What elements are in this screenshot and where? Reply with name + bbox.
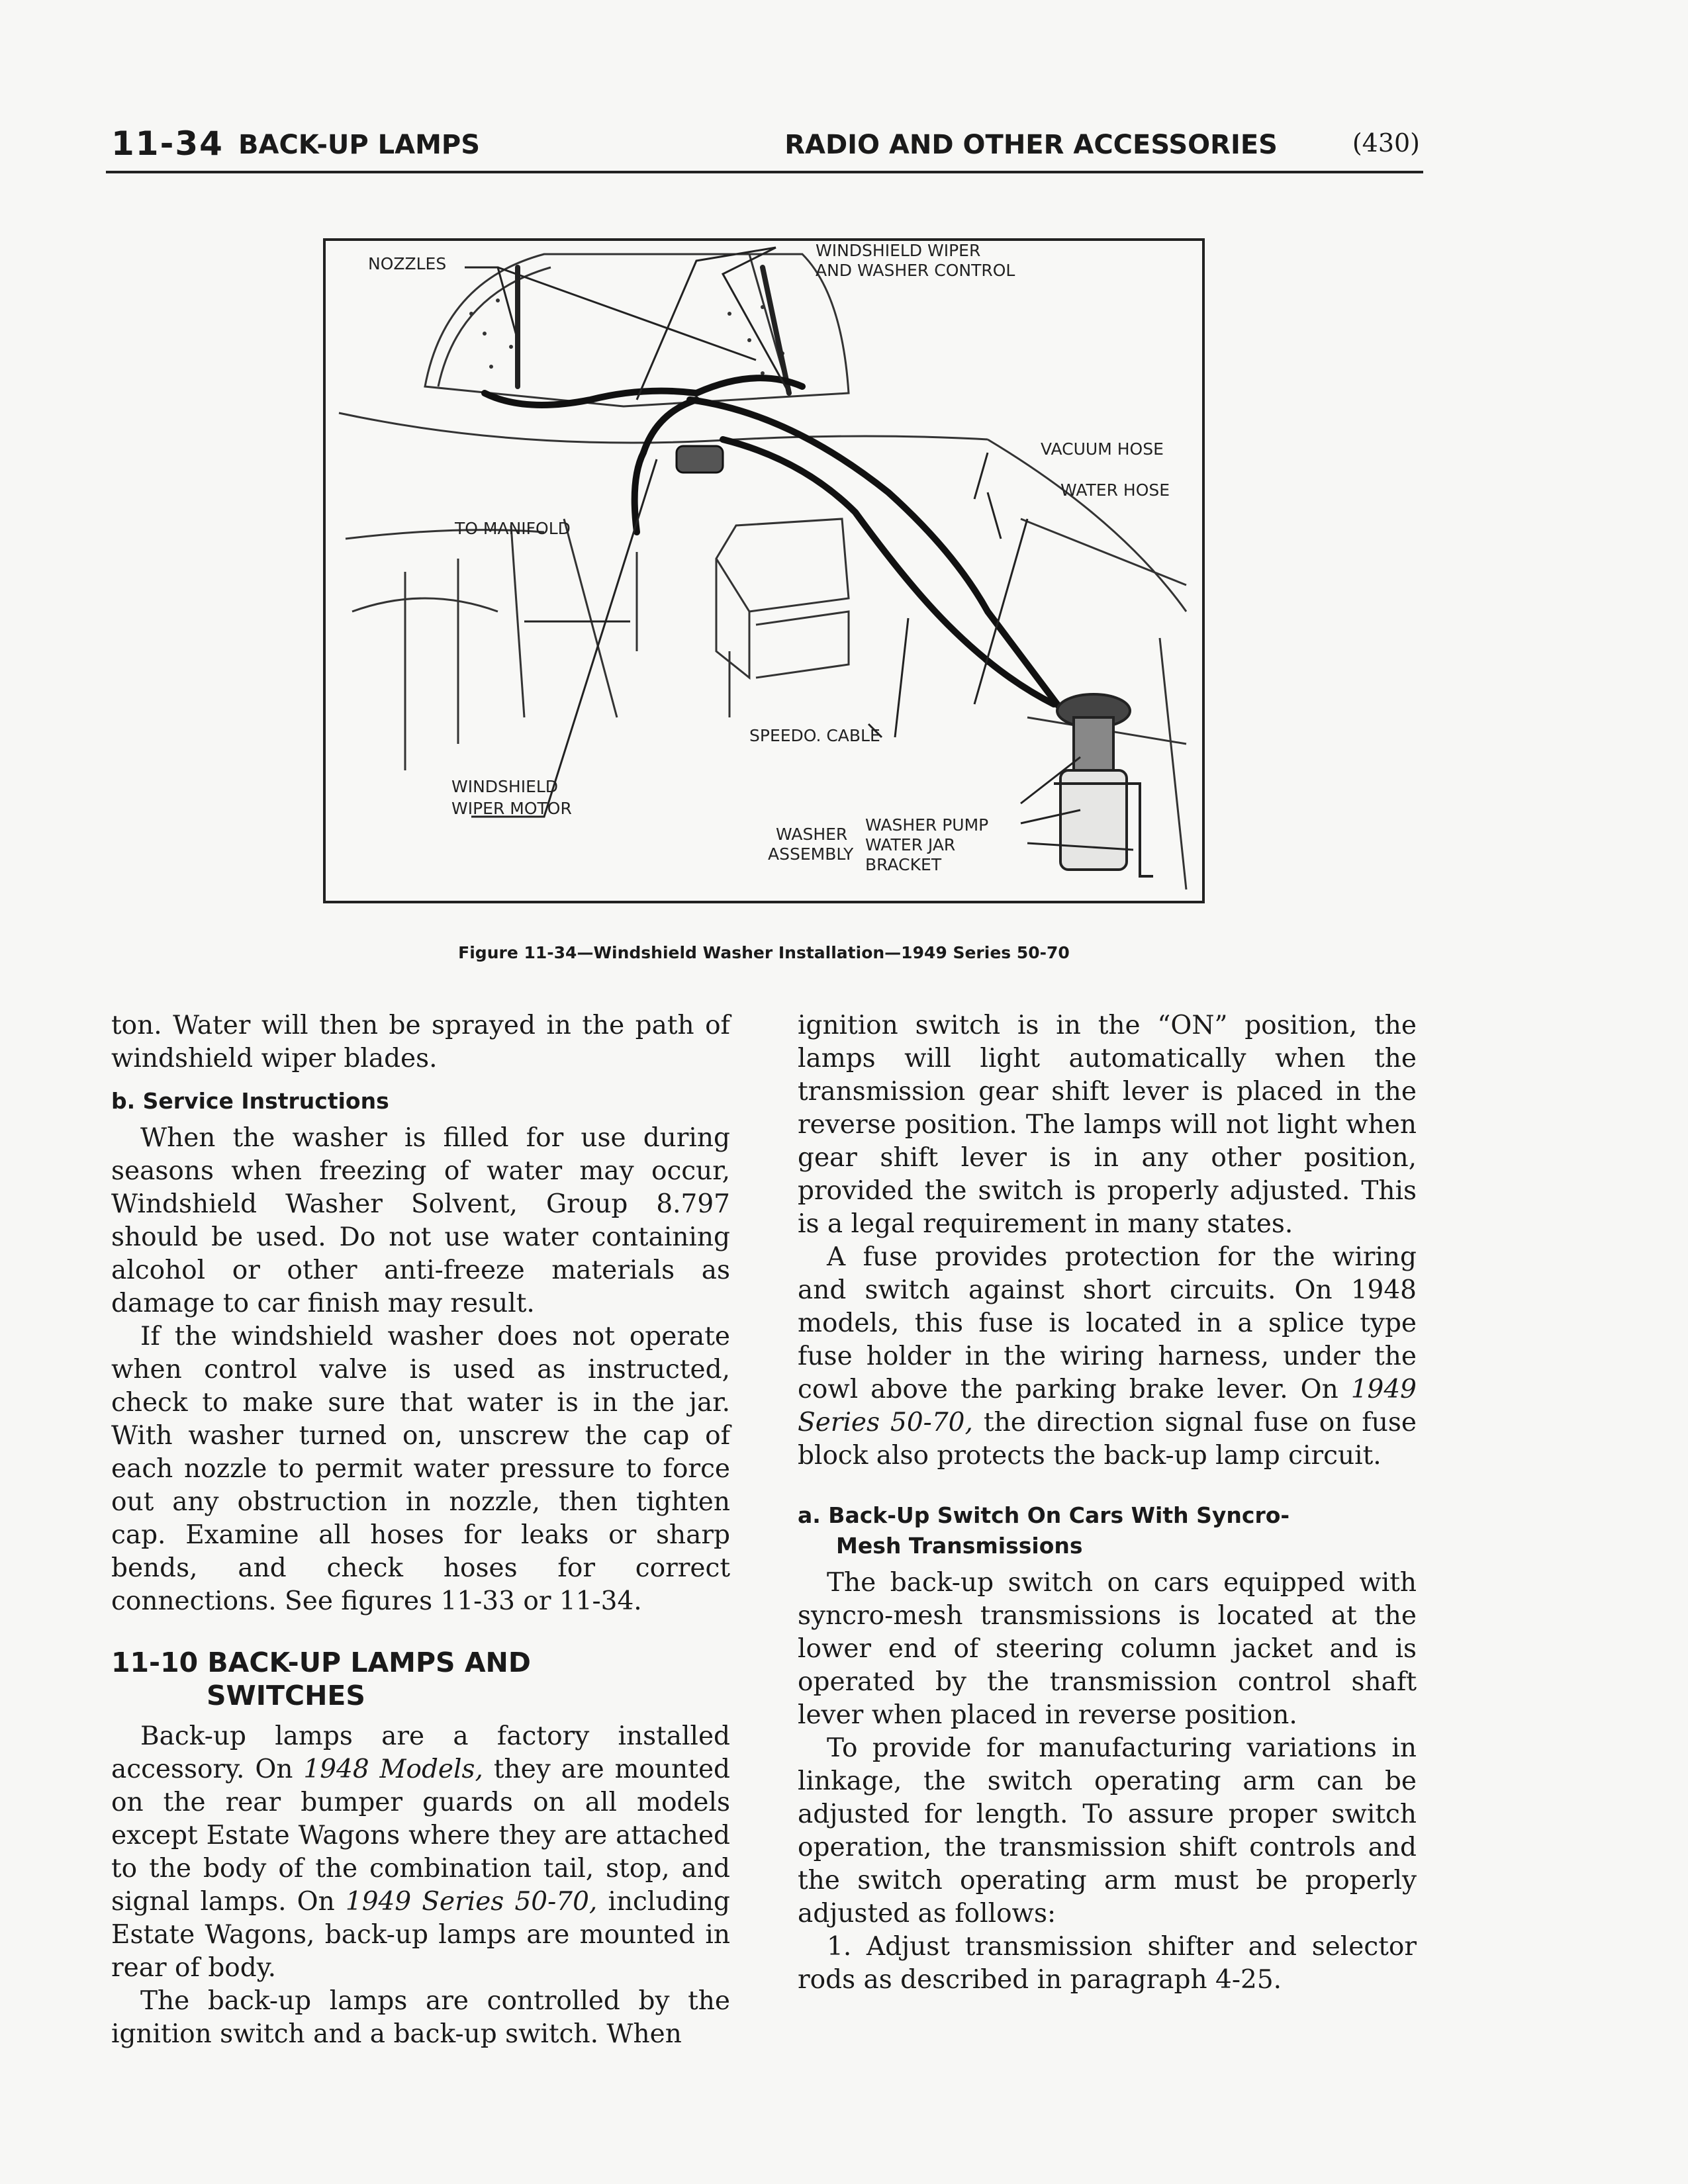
paragraph [111, 1720, 730, 1985]
paragraph: ton. Water will then be sprayed in the path of windshield wiper blades. [111, 1011, 730, 1073]
italic-run: 1949 Series 50-70, [798, 1375, 1417, 1437]
figure-caption: Figure 11-34—Windshield Washer Installation—1949 Series 50-70 [458, 943, 1070, 962]
heading-11-10 [111, 1646, 730, 1712]
text-run: they are mounted on the rear bumper guards on all models except Estate Wagons where they are attached to the body of the combination tail, stop, and signal lamps. On [111, 1754, 730, 1917]
paragraph: The back-up lamps are controlled by the ignition switch and a back-up switch. When [111, 1986, 730, 2049]
label-bracket: BRACKET [865, 855, 942, 874]
left-column [111, 1009, 730, 2051]
italic-run: 1948 Models, [303, 1754, 483, 1784]
label-water-jar: WATER JAR [865, 835, 956, 854]
paragraph: When the washer is filled for use during seasons when freezing of water may occur, Windshield Washer Solvent, Group 8.797 should be used. Do not use water containing alcohol or other anti-freeze materials as damage to car finish may result. [111, 1123, 730, 1318]
paragraph: If the windshield washer does not operate when control valve is used as instructed, check to make sure that water is in the jar. With washer turned on, unscrew the cap of each nozzle to permit water pressure to force out any obstruction in nozzle, then tighten cap. Examine all hoses for leaks or sharp bends, and check hoses for correct connections. See figures 11-33 or 11-34. [111, 1322, 730, 1616]
chapter-title: RADIO AND OTHER ACCESSORIES [784, 130, 1278, 160]
paragraph: The back-up switch on cars equipped with syncro-mesh transmissions is located at the lower end of steering column jacket and is operated by the transmission control shaft lever when placed in reverse position. [798, 1568, 1417, 1730]
section-title: BACK-UP LAMPS [238, 130, 481, 160]
spacer [798, 1473, 1417, 1490]
page-index: (430) [1352, 128, 1420, 158]
label-to-manifold: TO MANIFOLD [455, 519, 571, 538]
text-run: the direction signal fuse on fuse block also protects the back-up lamp circuit. [798, 1408, 1417, 1471]
heading-line: SWITCHES [207, 1680, 365, 1711]
label-wiper-motor-1: WINDSHIELD [451, 777, 559, 796]
label-washer-assembly-1: WASHER [776, 825, 848, 844]
heading-line: Mesh Transmissions [836, 1533, 1083, 1559]
page-header [106, 124, 1423, 171]
heading-line: 11-10 BACK-UP LAMPS AND [111, 1647, 531, 1678]
heading-back-up-switch [798, 1500, 1417, 1561]
label-wiper-motor-2: WIPER MOTOR [451, 799, 572, 818]
text-run: Back-up lamps are a factory installed accessory. On [111, 1721, 730, 1784]
label-vacuum-hose: VACUUM HOSE [1041, 439, 1164, 459]
right-column [798, 1009, 1417, 1997]
label-washer-assembly-2: ASSEMBLY [768, 844, 854, 864]
label-nozzles: NOZZLES [368, 254, 447, 273]
label-speedo-cable: SPEEDO. CABLE [749, 726, 880, 745]
paragraph: 1. Adjust transmission shifter and selector rods as described in paragraph 4-25. [798, 1932, 1417, 1995]
label-washer-pump: WASHER PUMP [865, 815, 989, 835]
page-number: 11-34 [111, 124, 224, 163]
paragraph [798, 1241, 1417, 1473]
paragraph: To provide for manufacturing variations in linkage, the switch operating arm can be adjusted for length. To assure proper switch operation, the transmission shift controls and the switch operating arm must be properly adjusted as follows: [798, 1733, 1417, 1929]
label-wiper-control-1: WINDSHIELD WIPER [816, 241, 981, 260]
paragraph: ignition switch is in the “ON” position, the lamps will light automatically when the transmission gear shift lever is placed in the reverse position. The lamps will not light when gear shift lever is in any other position, provided the switch is properly adjusted. This is a legal requirement in many states. [798, 1011, 1417, 1239]
figure-windshield-washer [323, 238, 1205, 903]
label-water-hose: WATER HOSE [1060, 480, 1170, 500]
text-run: including Estate Wagons, back-up lamps are mounted in rear of body. [111, 1887, 730, 1983]
italic-run: 1949 Series 50-70, [345, 1887, 598, 1917]
header-rule [106, 171, 1423, 173]
label-wiper-control-2: AND WASHER CONTROL [816, 261, 1015, 280]
heading-line: a. Back-Up Switch On Cars With Syncro- [798, 1502, 1290, 1528]
heading-service-instructions: b. Service Instructions [111, 1088, 389, 1114]
text-run: A fuse provides protection for the wiring and switch against short circuits. On 1948 models, this fuse is located in a splice type fuse holder in the wiring harness, under the cowl above the parking brake lever. On [798, 1242, 1417, 1404]
